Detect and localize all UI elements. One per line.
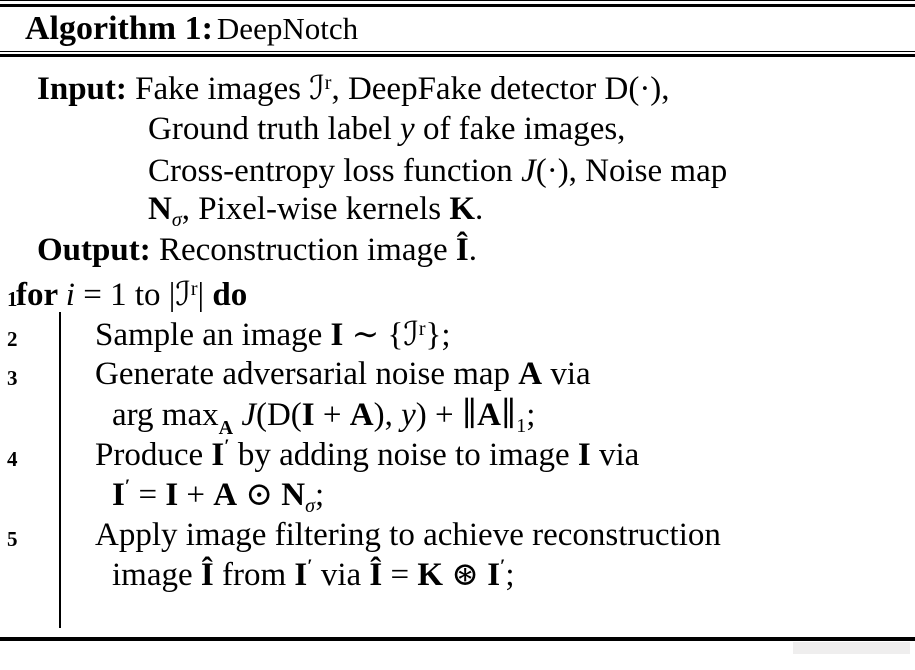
body-line-3a	[95, 353, 591, 395]
text-segment: Reconstruction image	[158, 232, 456, 268]
text-segment: by adding noise to image	[229, 437, 578, 473]
text-segment: K	[417, 557, 444, 593]
text-segment: I	[487, 557, 501, 593]
text-segment: =	[130, 477, 166, 513]
output-line	[37, 229, 477, 271]
text-segment: r	[190, 278, 198, 300]
text-segment: I	[112, 477, 125, 513]
text-segment: A	[349, 397, 374, 433]
text-segment: Î	[369, 557, 383, 593]
text-segment: via	[312, 557, 370, 593]
for-loop-bar	[59, 312, 61, 628]
line-number-2: 2	[7, 327, 18, 351]
text-segment: .	[475, 191, 484, 227]
text-segment: ) + ∥	[415, 397, 478, 433]
text-segment: y	[400, 111, 415, 147]
text-segment: (D(	[255, 397, 302, 433]
text-segment: ),	[373, 397, 402, 433]
for-statement-line	[16, 274, 247, 316]
text-segment: Generate adversarial noise map	[95, 356, 519, 392]
text-segment: 1	[516, 415, 527, 437]
line-number-3: 3	[7, 366, 18, 390]
line-number-5: 5	[7, 527, 18, 551]
text-segment: y	[401, 397, 416, 433]
algorithm-caption	[25, 7, 358, 57]
text-segment: ′	[224, 436, 230, 457]
text-segment: (·), Noise map	[535, 153, 728, 189]
text-segment: ℐ	[403, 317, 419, 353]
text-segment: ;	[315, 477, 325, 513]
text-segment: Sample an image	[95, 317, 331, 353]
text-segment: A	[518, 356, 543, 392]
text-segment: I	[301, 397, 315, 433]
text-segment: Î	[455, 232, 469, 268]
body-line-2	[95, 314, 451, 356]
text-segment: J	[521, 153, 536, 189]
text-segment: +	[314, 397, 350, 433]
text-segment: = 1 to |	[74, 277, 176, 313]
text-segment: I	[577, 437, 591, 473]
text-segment: , Pixel-wise kernels	[181, 191, 450, 227]
text-segment: };	[425, 317, 451, 353]
text-segment: I	[165, 477, 179, 513]
text-segment: =	[382, 557, 418, 593]
text-segment: ⊙	[237, 477, 282, 513]
body-line-5a	[95, 514, 721, 556]
text-segment: N	[148, 191, 172, 227]
text-segment: via	[542, 356, 591, 392]
input-line-1	[37, 68, 670, 110]
body-line-4b	[112, 474, 324, 516]
input-line-4	[148, 188, 483, 230]
line-number-4: 4	[7, 447, 18, 471]
text-segment: ′	[307, 556, 313, 577]
text-segment: arg max	[112, 397, 219, 433]
scan-artifact	[793, 642, 910, 654]
text-segment: A	[213, 477, 238, 513]
text-segment: σ	[305, 495, 315, 517]
text-segment: image	[112, 557, 201, 593]
text-segment: I	[330, 317, 344, 353]
text-segment: ′	[124, 476, 131, 497]
text-segment: via	[590, 437, 640, 473]
body-line-5b	[112, 554, 515, 596]
text-segment: J	[241, 397, 256, 433]
caption-rule-thick	[0, 54, 915, 57]
text-segment: ∥	[500, 397, 517, 433]
text-segment: ;	[505, 557, 515, 593]
text-segment: ′	[500, 556, 506, 577]
text-segment: r	[324, 72, 332, 94]
text-segment: for	[16, 277, 66, 313]
text-segment: ℐ	[175, 277, 191, 313]
text-segment: do	[212, 277, 248, 313]
line-number-1: 1	[7, 287, 18, 311]
text-segment: Ground truth label	[148, 111, 401, 147]
caption-rule-thin	[0, 51, 915, 52]
text-segment: i	[65, 277, 75, 313]
text-segment: r	[418, 318, 426, 340]
body-line-4a	[95, 434, 639, 476]
text-segment: I	[211, 437, 225, 473]
text-segment: Î	[200, 557, 214, 593]
text-segment: +	[178, 477, 214, 513]
text-segment: ∼ {	[343, 317, 404, 353]
text-segment: A	[477, 397, 501, 433]
text-segment: I	[294, 557, 308, 593]
input-line-3	[148, 150, 727, 192]
text-segment: Produce	[95, 437, 212, 473]
text-segment: Input:	[37, 71, 136, 107]
text-segment: ℐ	[309, 71, 325, 107]
body-line-3b	[112, 394, 536, 439]
algorithm-number-label: Algorithm 1:	[25, 10, 213, 47]
bottom-rule	[0, 637, 915, 641]
top-rule-thin	[0, 0, 915, 1]
text-segment: , DeepFake detector D(·),	[331, 71, 670, 107]
text-segment: .	[468, 232, 477, 268]
text-segment: ⊛	[443, 557, 488, 593]
input-line-2	[148, 108, 625, 150]
text-segment: N	[281, 477, 306, 513]
text-segment: K	[449, 191, 475, 227]
text-segment: σ	[171, 209, 182, 231]
text-segment: Apply image filtering to achieve reconstruction	[95, 517, 721, 553]
text-segment: Output:	[37, 232, 159, 268]
text-segment: of fake images,	[414, 111, 626, 147]
text-segment: from	[213, 557, 295, 593]
text-segment: |	[197, 277, 213, 313]
text-segment: Fake images	[135, 71, 310, 107]
algorithm-title: DeepNotch	[216, 11, 359, 46]
text-segment: A	[218, 417, 234, 439]
text-segment: Cross-entropy loss function	[148, 153, 522, 189]
text-segment: ;	[526, 397, 536, 433]
